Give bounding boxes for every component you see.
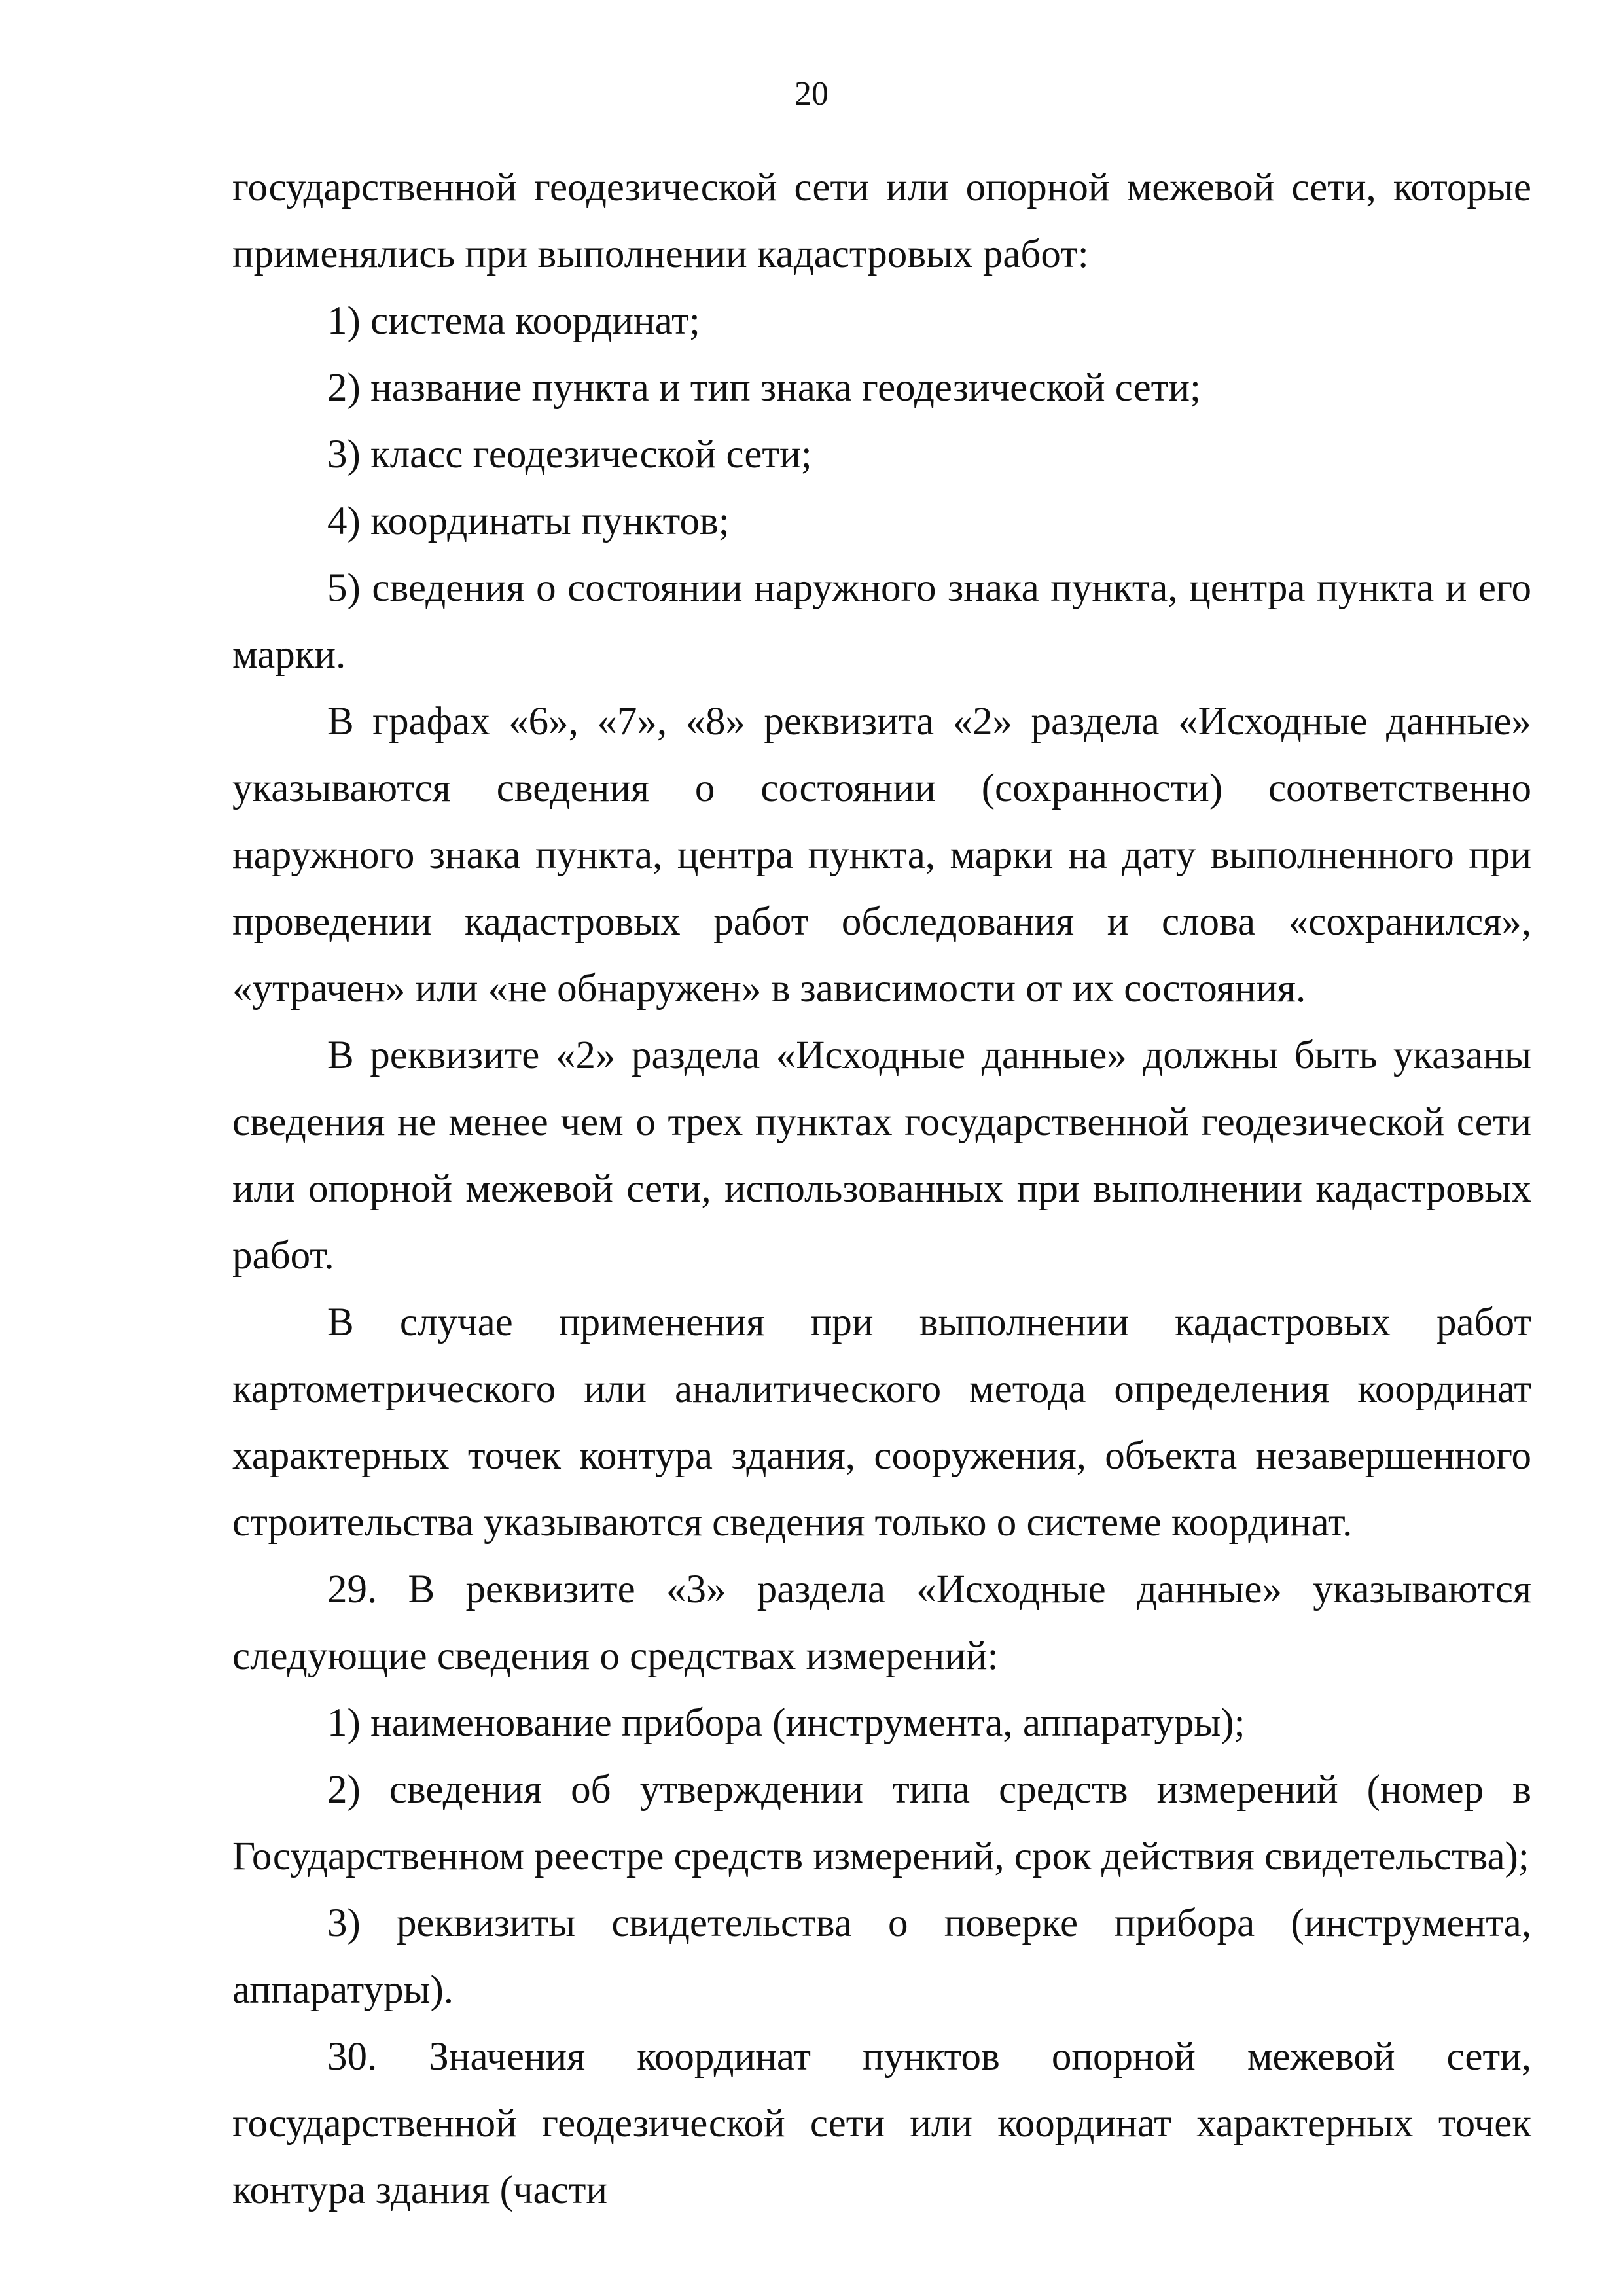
paragraph-three-points: В реквизите «2» раздела «Исходные данные» должны быть указаны сведения не менее чем о трех пунктах государственной геодезической сети или опорной межевой сети, использованных при выполнении кадастровых работ. [232, 1033, 1531, 1278]
list-item-point-coordinates: 4) координаты пунктов; [327, 499, 730, 543]
paragraph-continuation: государственной геодезической сети или опорной межевой сети, которые применялись при выполнении кадастровых работ: [232, 166, 1531, 276]
paragraph-cartometric-method: В случае применения при выполнении кадастровых работ картометрического или аналитического метода определения координат характерных точек контура здания, сооружения, объекта незавершенного строительства указываются сведения только о системе координат. [232, 1300, 1531, 1545]
list-item-type-approval: 2) сведения об утверждении типа средств измерений (номер в Государственном реестре средств измерений, срок действия свидетельства); [232, 1768, 1531, 1878]
list-item-coordinate-system: 1) система координат; [327, 299, 700, 343]
paragraph-columns-6-7-8: В графах «6», «7», «8» реквизита «2» раздела «Исходные данные» указываются сведения о состоянии (сохранности) соответственно наружного знака пункта, центра пункта, марки на дату выполненного при проведении кадастровых работ обследования и слова «сохранился», «утрачен» или «не обнаружен» в зависимости от их состояния. [232, 700, 1531, 1011]
document-body [232, 154, 1531, 2224]
list-item-device-name: 1) наименование прибора (инструмента, аппаратуры); [327, 1701, 1245, 1745]
list-item-verification-certificate: 3) реквизиты свидетельства о поверке прибора (инструмента, аппаратуры). [232, 1901, 1531, 2012]
page-number: 20 [794, 75, 829, 113]
list-item-sign-condition: 5) сведения о состоянии наружного знака пункта, центра пункта и его марки. [232, 566, 1531, 677]
paragraph-item-29: 29. В реквизите «3» раздела «Исходные данные» указываются следующие сведения о средствах измерений: [232, 1568, 1531, 1678]
paragraph-item-30: 30. Значения координат пунктов опорной межевой сети, государственной геодезической сети или координат характерных точек контура здания (части [232, 2035, 1531, 2212]
list-item-network-class: 3) класс геодезической сети; [327, 433, 812, 476]
list-item-point-name: 2) название пункта и тип знака геодезической сети; [327, 366, 1201, 410]
